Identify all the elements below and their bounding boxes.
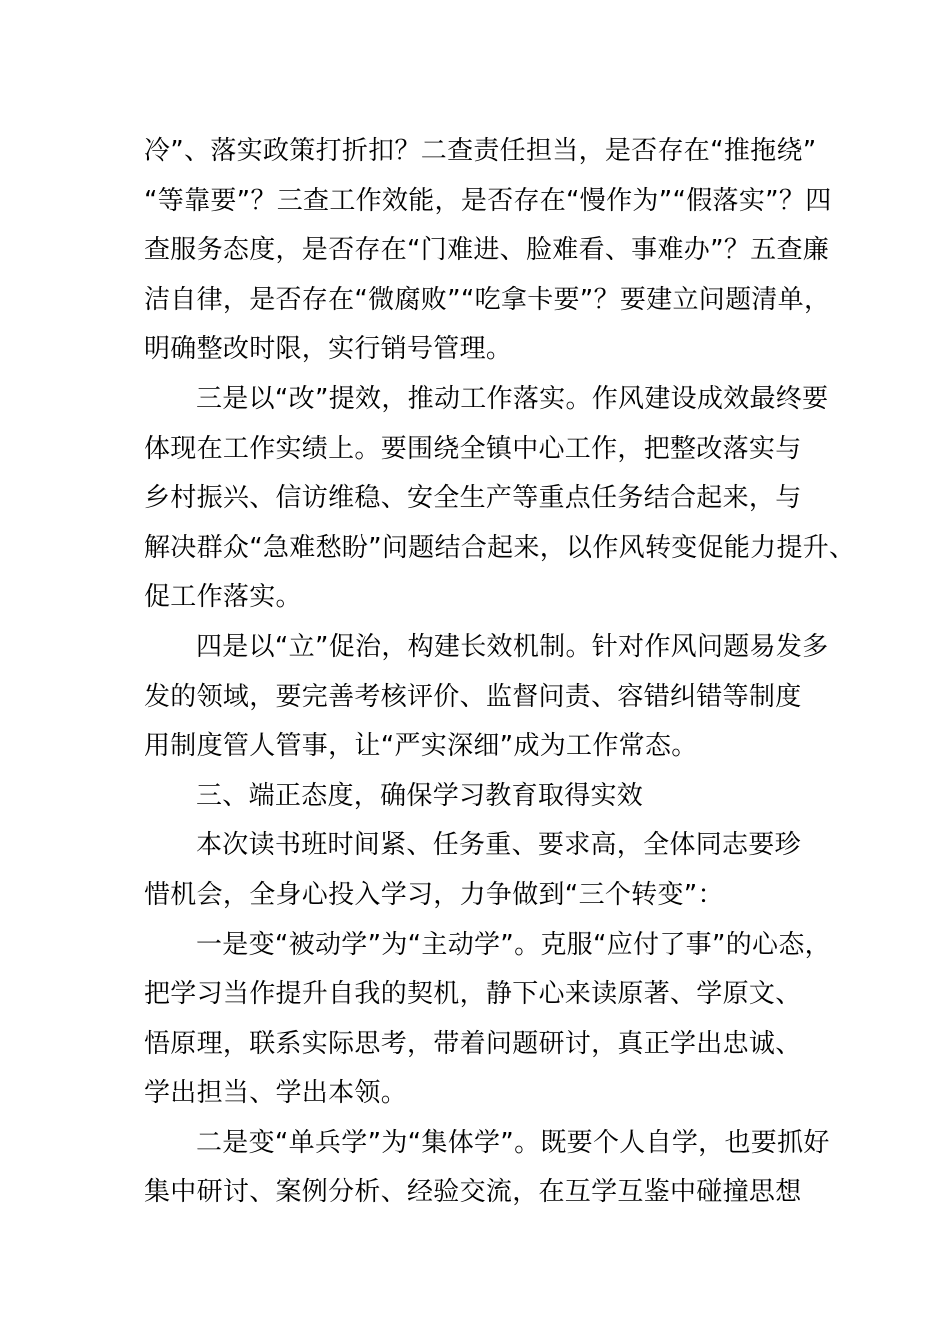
paragraph-start-line: 二是变“单兵学”为“集体学”。既要个人自学，也要抓好 — [196, 1127, 830, 1158]
text-line: 查服务态度，是否存在“门难进、脸难看、事难办”？五查廉 — [144, 235, 830, 266]
text-line: 促工作落实。 — [144, 582, 302, 613]
paragraph-start-line: 一是变“被动学”为“主动学”。克服“应付了事”的心态， — [196, 929, 831, 960]
paragraph-start-line: 本次读书班时间紧、任务重、要求高，全体同志要珍 — [196, 830, 801, 861]
text-line: 惜机会，全身心投入学习，力争做到“三个转变”： — [144, 879, 724, 910]
paragraph-start-line: 四是以“立”促治，构建长效机制。针对作风问题易发多 — [196, 631, 829, 662]
text-line: “等靠要”？三查工作效能，是否存在“慢作为”“假落实”？四 — [144, 185, 832, 216]
text-line: 用制度管人管事，让“严实深细”成为工作常态。 — [144, 731, 698, 762]
body-text — [144, 127, 856, 1218]
text-line: 学出担当、学出本领。 — [144, 1078, 408, 1109]
text-line: 体现在工作实绩上。要围绕全镇中心工作，把整改落实与 — [144, 433, 802, 464]
text-line: 悟原理，联系实际思考，带着问题研讨，真正学出忠诚、 — [144, 1028, 802, 1059]
text-line: 洁自律，是否存在“微腐败”“吃拿卡要”？要建立问题清单， — [144, 284, 831, 315]
text-line: 乡村振兴、信访维稳、安全生产等重点任务结合起来，与 — [144, 483, 802, 514]
paragraph-start-line: 三是以“改”提效，推动工作落实。作风建设成效最终要 — [196, 383, 829, 414]
text-line: 冷”、落实政策打折扣？二查责任担当，是否存在“推拖绕” — [144, 136, 817, 166]
text-line: 发的领域，要完善考核评价、监督问责、容错纠错等制度 — [144, 681, 802, 712]
text-line: 明确整改时限，实行销号管理。 — [144, 334, 513, 365]
text-line: 集中研讨、案例分析、经验交流，在互学互鉴中碰撞思想 — [144, 1177, 802, 1208]
text-line: 解决群众“急难愁盼”问题结合起来，以作风转变促能力提升、 — [144, 532, 856, 563]
text-line: 把学习当作提升自我的契机，静下心来读原著、学原文、 — [144, 979, 802, 1010]
section-heading: 三、端正态度，确保学习教育取得实效 — [196, 780, 644, 811]
